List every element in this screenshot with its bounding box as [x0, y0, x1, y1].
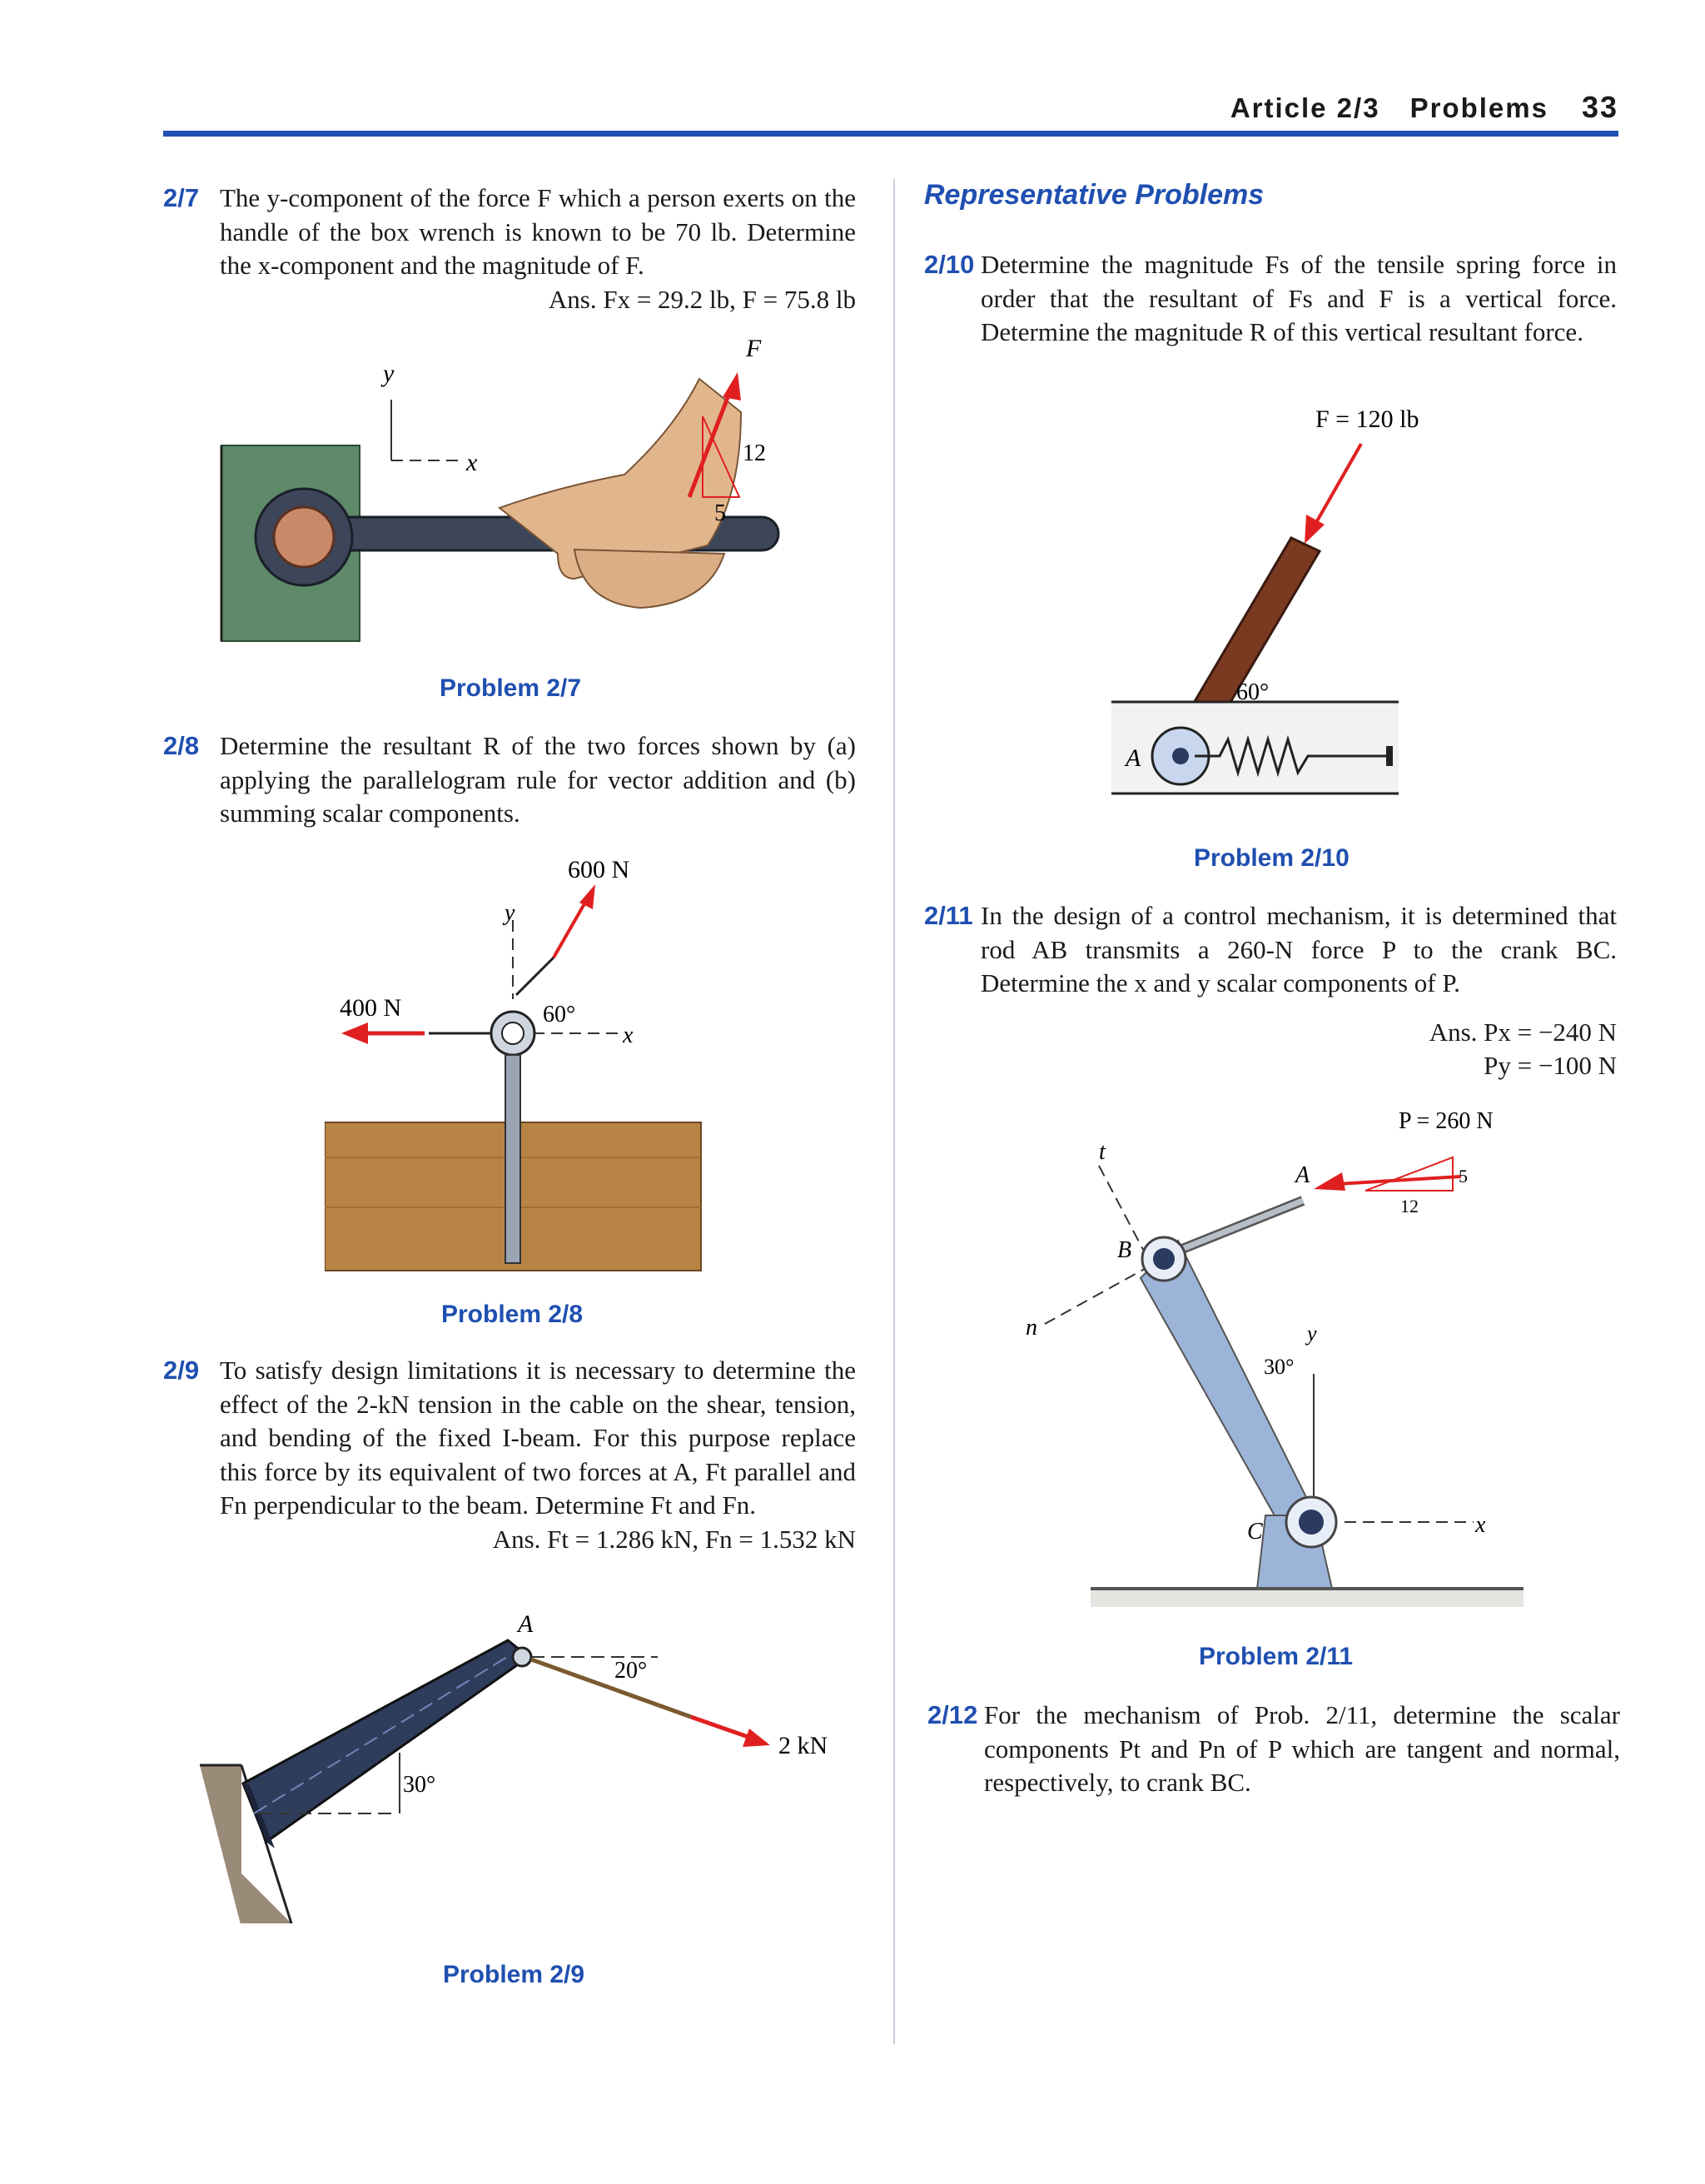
- answer-line-1: Ans. Px = −240 N: [1429, 1017, 1617, 1047]
- label-slope-5: 5: [1459, 1166, 1468, 1187]
- label-600N: 600 N: [568, 856, 630, 883]
- label-C: C: [1247, 1519, 1263, 1545]
- problem-2-11-answer: [1365, 1016, 1617, 1082]
- label-slope-5: 5: [714, 500, 726, 526]
- label-A: A: [1295, 1162, 1310, 1188]
- problem-number: 2/8: [163, 731, 200, 760]
- figure-2-11-crank: [1016, 1099, 1615, 1615]
- caption-2-7: Problem 2/7: [440, 674, 582, 702]
- label-x: x: [623, 1022, 634, 1048]
- caption-2-10: Problem 2/10: [1194, 844, 1350, 872]
- label-x: x: [1475, 1512, 1486, 1538]
- column-divider: [893, 179, 895, 2044]
- problem-number: 2/9: [163, 1356, 200, 1385]
- problem-number: 2/12: [927, 1700, 978, 1729]
- label-slope-12: 12: [743, 440, 766, 466]
- problem-2-7: [163, 182, 856, 316]
- header-section: Problems: [1409, 92, 1548, 123]
- label-angle-30: 30°: [1264, 1355, 1295, 1379]
- label-P-260N: P = 260 N: [1399, 1108, 1494, 1134]
- problem-text: To satisfy design limitations it is necessary to determine the effect of the 2-kN tension in the cable on the shear, tension, and bending of the fixed I-beam. For this purpose replace this force by its equivalent of two forces at A, Ft parallel and Fn perpendicular to the beam. Determine Ft and Fn.: [220, 1356, 856, 1520]
- label-400N: 400 N: [340, 994, 402, 1022]
- figure-2-9-beam: [191, 1607, 857, 1923]
- problem-answer: Ans. Ft = 1.286 kN, Fn = 1.532 kN: [492, 1524, 856, 1554]
- label-y: y: [383, 360, 395, 387]
- section-title: Representative Problems: [924, 179, 1265, 211]
- caption-2-8: Problem 2/8: [441, 1301, 584, 1328]
- problem-text: The y-component of the force F which a person exerts on the handle of the box wrench is known to be 70 lb. Determine the x-component and the magnitude of F.: [220, 183, 856, 280]
- label-t: t: [1099, 1139, 1106, 1165]
- label-B: B: [1117, 1237, 1132, 1263]
- label-angle-30: 30°: [403, 1772, 436, 1798]
- label-F-120lb: F = 120 lb: [1315, 405, 1419, 433]
- label-2kN: 2 kN: [778, 1732, 828, 1759]
- label-A: A: [1126, 744, 1141, 772]
- label-angle-60: 60°: [1236, 679, 1270, 705]
- problem-answer: Ans. Fx = 29.2 lb, F = 75.8 lb: [548, 284, 856, 314]
- figure-2-7-wrench: [208, 329, 808, 658]
- problem-2-11: [924, 899, 1617, 1001]
- problem-number: 2/10: [924, 250, 975, 279]
- problem-text: In the design of a control mechanism, it is determined that rod AB transmits a 260-N force P to the crank BC. Determine the x and y scalar components of P.: [981, 901, 1617, 997]
- problem-text: For the mechanism of Prob. 2/11, determine the scalar components Pt and Pn of P which are tangent and normal, respectively, to crank BC.: [984, 1700, 1620, 1797]
- label-n: n: [1026, 1315, 1037, 1341]
- problem-number: 2/7: [163, 183, 200, 212]
- problem-2-8: [163, 729, 856, 831]
- header-article: Article 2/3: [1230, 92, 1380, 123]
- problem-number: 2/11: [924, 901, 973, 930]
- label-angle: 60°: [543, 1002, 576, 1027]
- label-y: y: [505, 900, 515, 926]
- running-header: [1200, 90, 1618, 125]
- header-rule: [163, 131, 1618, 137]
- caption-2-11: Problem 2/11: [1199, 1643, 1354, 1670]
- label-x: x: [466, 449, 478, 476]
- problem-text: Determine the magnitude Fs of the tensile spring force in order that the resultant of Fs and F is a vertical force. Determine the magnitude R of this vertical resultant force.: [981, 250, 1617, 346]
- figure-2-8-eyebolt: [325, 841, 716, 1278]
- label-angle-20: 20°: [614, 1658, 648, 1684]
- caption-2-9: Problem 2/9: [443, 1961, 585, 1988]
- figure-2-10-spring: [1111, 398, 1428, 823]
- page-number: 33: [1581, 90, 1618, 124]
- label-A: A: [518, 1610, 534, 1638]
- problem-2-9: [163, 1354, 856, 1556]
- label-F: F: [746, 335, 762, 362]
- label-y: y: [1307, 1321, 1317, 1346]
- problem-text: Determine the resultant R of the two forces shown by (a) applying the parallelogram rule for vector addition and (b) summing scalar components.: [220, 731, 856, 828]
- answer-line-2: Py = −100 N: [1484, 1051, 1617, 1080]
- problem-2-12: [927, 1699, 1620, 1800]
- problem-2-10: [924, 248, 1617, 350]
- label-slope-12: 12: [1400, 1196, 1419, 1216]
